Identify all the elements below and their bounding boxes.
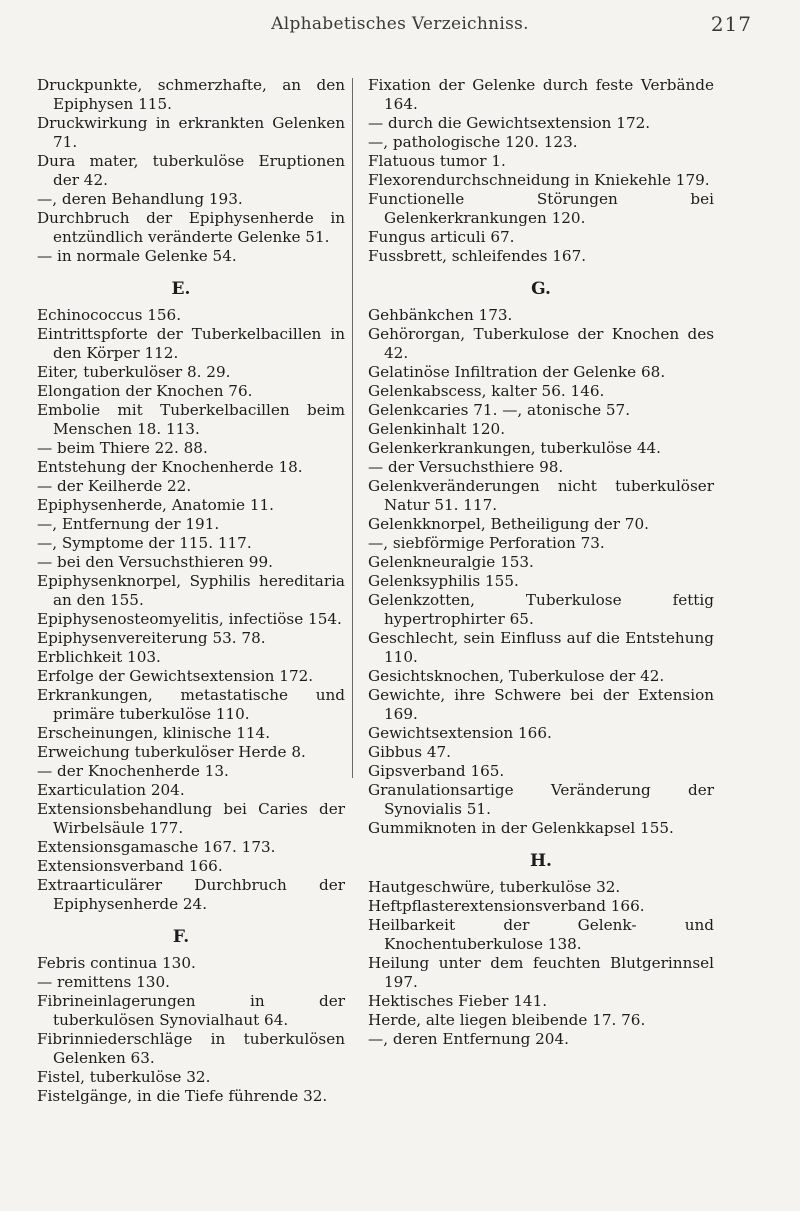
index-entry: Epiphysenvereiterung 53. 78.	[37, 629, 266, 647]
index-entry: — bei den Versuchsthieren 99.	[37, 553, 273, 571]
index-entry: Epiphysenherde, Anatomie 11.	[37, 496, 274, 514]
index-entry: Erblichkeit 103.	[37, 648, 161, 666]
index-entry: Erfolge der Gewichtsextension 172.	[37, 667, 314, 685]
index-entry: Herde, alte liegen bleibende 17. 76.	[368, 1011, 646, 1029]
index-entry: — durch die Gewichtsextension 172.	[368, 114, 651, 132]
index-entry: — der Versuchsthiere 98.	[368, 458, 564, 476]
index-entry: Granulationsartige Veränderung der Synovialis 51.	[368, 781, 714, 818]
index-entry: —, Symptome der 115. 117.	[37, 534, 252, 552]
index-entry: — der Keilherde 22.	[37, 477, 192, 495]
index-entry: — beim Thiere 22. 88.	[37, 439, 208, 457]
section-heading-h: H.	[530, 851, 552, 871]
index-entry: Gelenkerkrankungen, tuberkulöse 44.	[368, 439, 662, 457]
index-entry: Gehbänkchen 173.	[368, 306, 513, 324]
index-entry: Fungus articuli 67.	[368, 228, 515, 246]
index-entry: Extraarticulärer Durchbruch der Epiphysenherde 24.	[37, 876, 345, 913]
index-entry: Febris continua 130.	[37, 954, 196, 972]
section-heading-e: E.	[171, 279, 191, 299]
index-entry: —, pathologische 120. 123.	[368, 133, 578, 151]
index-entry: Geschlecht, sein Einfluss auf die Entstehung 110.	[368, 629, 714, 666]
index-entry: Flexorendurchschneidung in Kniekehle 179.	[368, 171, 710, 189]
index-entry: Gelenkabscess, kalter 56. 146.	[368, 382, 605, 400]
section-heading-g: G.	[531, 279, 551, 299]
index-entry: —, siebförmige Perforation 73.	[368, 534, 605, 552]
index-entry: Gelenkknorpel, Betheiligung der 70.	[368, 515, 649, 533]
section-d-continued	[37, 76, 345, 266]
index-entry: Extensionsgamasche 167. 173.	[37, 838, 276, 856]
index-entry: Druckpunkte, schmerzhafte, an den Epiphysen 115.	[37, 76, 345, 113]
index-entry: Exarticulation 204.	[37, 781, 185, 799]
index-entry: Eintrittspforte der Tuberkelbacillen in den Körper 112.	[37, 325, 345, 362]
index-entry: Fistel, tuberkulöse 32.	[37, 1068, 211, 1086]
index-entry: Gelatinöse Infiltration der Gelenke 68.	[368, 363, 666, 381]
index-entry: Gummiknoten in der Gelenkkapsel 155.	[368, 819, 674, 837]
index-entry: — in normale Gelenke 54.	[37, 247, 237, 265]
index-entry: —, Entfernung der 191.	[37, 515, 220, 533]
index-entry: — der Knochenherde 13.	[37, 762, 229, 780]
index-entry: Extensionsbehandlung bei Caries der Wirbelsäule 177.	[37, 800, 345, 837]
index-entry: Heilbarkeit der Gelenk- und Knochentuberkulose 138.	[368, 916, 714, 953]
section-g	[368, 306, 714, 838]
index-entry: Epiphysenknorpel, Syphilis hereditaria an den 155.	[37, 572, 345, 609]
index-entry: Gelenksyphilis 155.	[368, 572, 519, 590]
index-entry: Echinococcus 156.	[37, 306, 182, 324]
index-entry: Eiter, tuberkulöser 8. 29.	[37, 363, 231, 381]
index-entry: Functionelle Störungen bei Gelenkerkrankungen 120.	[368, 190, 714, 227]
index-entry: Fistelgänge, in die Tiefe führende 32.	[37, 1087, 328, 1105]
running-title: Alphabetisches Verzeichniss.	[271, 14, 529, 34]
index-entry: Druckwirkung in erkrankten Gelenken 71.	[37, 114, 345, 151]
index-entry: Heilung unter dem feuchten Blutgerinnsel 197.	[368, 954, 714, 991]
index-entry: Gelenkcaries 71. —, atonische 57.	[368, 401, 631, 419]
index-entry: Erkrankungen, metastatische und primäre tuberkulöse 110.	[37, 686, 345, 723]
index-entry: Fibrineinlagerungen in der tuberkulösen Synovialhaut 64.	[37, 992, 345, 1029]
section-f-continued	[368, 76, 714, 266]
index-entry: — remittens 130.	[37, 973, 170, 991]
index-entry: Hektisches Fieber 141.	[368, 992, 548, 1010]
index-entry: Embolie mit Tuberkelbacillen beim Menschen 18. 113.	[37, 401, 345, 438]
index-entry: Gewichte, ihre Schwere bei der Extension 169.	[368, 686, 714, 723]
index-entry: Gibbus 47.	[368, 743, 451, 761]
index-entry: Dura mater, tuberkulöse Eruptionen der 42.	[37, 152, 345, 189]
column-divider	[352, 78, 353, 778]
index-entry: Erweichung tuberkulöser Herde 8.	[37, 743, 306, 761]
index-entry: —, deren Behandlung 193.	[37, 190, 243, 208]
index-entry: Fixation der Gelenke durch feste Verbände 164.	[368, 76, 714, 113]
index-entry: Hautgeschwüre, tuberkulöse 32.	[368, 878, 621, 896]
index-entry: Heftpflasterextensionsverband 166.	[368, 897, 645, 915]
index-entry: Gelenkzotten, Tuberkulose fettig hypertrophirter 65.	[368, 591, 714, 628]
index-entry: Gehörorgan, Tuberkulose der Knochen des 42.	[368, 325, 714, 362]
page-number: 217	[710, 12, 752, 36]
right-column	[368, 76, 714, 1049]
section-h	[368, 878, 714, 1049]
index-entry: Gesichtsknochen, Tuberkulose der 42.	[368, 667, 665, 685]
index-entry: Gelenkneuralgie 153.	[368, 553, 534, 571]
index-entry: Gewichtsextension 166.	[368, 724, 552, 742]
index-entry: —, deren Entfernung 204.	[368, 1030, 569, 1048]
section-f	[37, 954, 345, 1106]
index-entry: Gelenkveränderungen nicht tuberkulöser Natur 51. 117.	[368, 477, 714, 514]
section-heading-f: F.	[172, 927, 190, 947]
index-entry: Elongation der Knochen 76.	[37, 382, 253, 400]
index-entry: Entstehung der Knochenherde 18.	[37, 458, 303, 476]
index-entry: Extensionsverband 166.	[37, 857, 223, 875]
index-entry: Gelenkinhalt 120.	[368, 420, 506, 438]
index-entry: Flatuous tumor 1.	[368, 152, 506, 170]
index-entry: Fibrinniederschläge in tuberkulösen Gelenken 63.	[37, 1030, 345, 1067]
index-entry: Gipsverband 165.	[368, 762, 505, 780]
running-header	[0, 14, 800, 42]
index-entry: Fussbrett, schleifendes 167.	[368, 247, 587, 265]
section-e	[37, 306, 345, 914]
left-column	[37, 76, 345, 1106]
index-entry: Durchbruch der Epiphysenherde in entzündlich veränderte Gelenke 51.	[37, 209, 345, 246]
index-entry: Epiphysenosteomyelitis, infectiöse 154.	[37, 610, 342, 628]
index-entry: Erscheinungen, klinische 114.	[37, 724, 271, 742]
